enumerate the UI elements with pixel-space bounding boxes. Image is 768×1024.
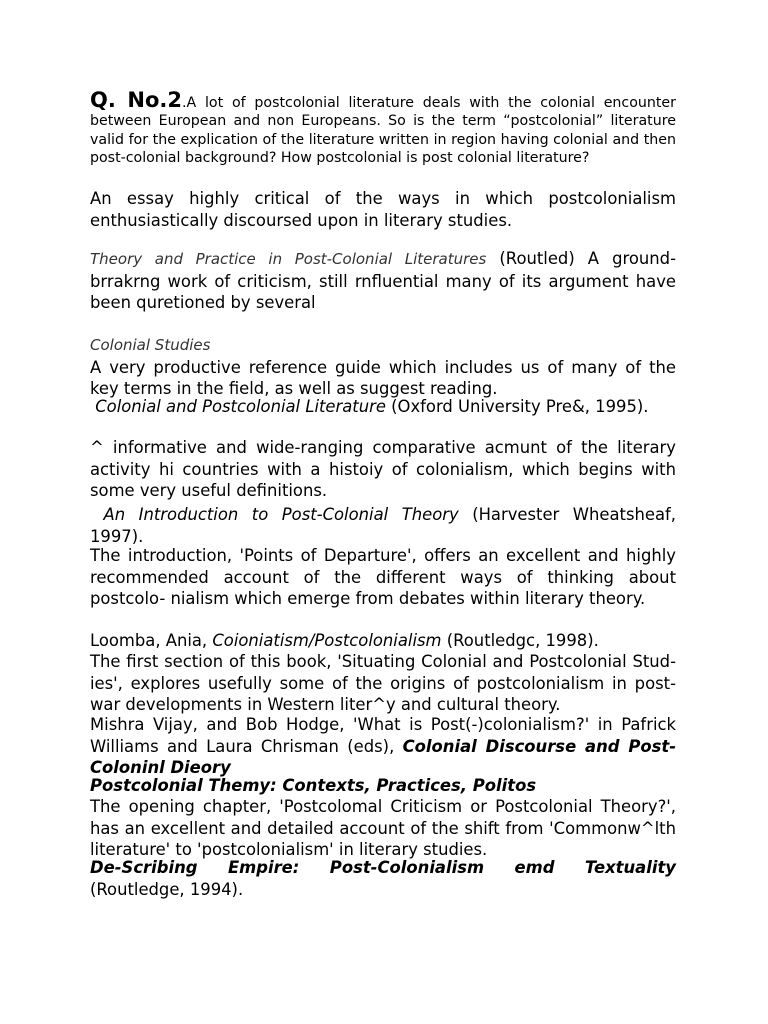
entry-describing-empire [90, 857, 676, 900]
entry-postcolonial-theory-title: Postcolonial Themy: Contexts, Practices, Politos [90, 776, 537, 795]
entry-citation: Mishra Vijay, and Bob Hodge, 'What is Post(-)colonialism?' in Pafrick Williams and Laura Chrisman (eds), [90, 715, 676, 756]
entry-annotation: A very productive reference guide which includes us of many of the key terms in the field, as well as suggest reading. [90, 357, 676, 399]
entry-title: Theory and Practice in Post-Colonial Literatures [90, 250, 487, 268]
entry-mishra-hodge [90, 714, 676, 779]
entry-annotation: The first section of this book, 'Situating Colonial and Postcolonial Stud- ies', explores usefully some of the origins of postcolonialism in post-war developments in Western liter^y and cultural theory. [90, 652, 676, 715]
entry-title: Colonial Studies [90, 336, 211, 354]
entry-annotation: The introduction, 'Points of Departure', offers an excellent and highly recommended account of the different ways of thinking about postcolo- nialism which emerge from debates within literary theory. [90, 546, 676, 609]
entry-annotation: (Routled) A ground-brrakrng work of criticism, still rnfluential many of its argument have been quretioned by several [90, 249, 677, 313]
entry-title: Colonial and Postcolonial Literature [95, 397, 386, 416]
entry-annotation: The opening chapter, 'Postcolomal Criticism or Postcolonial Theory?', has an excellent and detailed account of the shift from 'Commonw^lth literature' to 'postcolonialism' in literary studies. [90, 797, 676, 860]
entry-loomba [90, 630, 676, 652]
question-block [90, 88, 676, 167]
entry-theory-practice [90, 248, 676, 314]
question-text: .A lot of postcolonial literature deals with the colonial encounter between European and non Europeans. So is the term “postcolonial” literature valid for the explication of the literature written in region having colonial and then post-colonial background? How postcolonial is post colonial literature? [90, 95, 676, 166]
entry-author: Loomba, Ania, [90, 631, 213, 650]
entry-title: Colonial Discourse and Post-Coloninl Dieory [90, 736, 676, 778]
entry-colonial-postcolonial-literature [90, 396, 676, 418]
entry-publication: (Routledgc, 1998). [441, 631, 599, 650]
entry-publication: (Harvester Wheatsheaf, 1997). [90, 505, 676, 546]
question-label: Q. No.2 [90, 88, 182, 112]
entry-title: An Introduction to Post-Colonial Theory [103, 505, 459, 524]
intro-paragraph: An essay highly critical of the ways in which postcolonialism enthusiastically discoursed upon in literary studies. [90, 189, 676, 230]
entry-introduction-post-colonial-theory [90, 504, 676, 547]
entry-title: De-Scribing Empire: Post-Colonialism emd Textuality [90, 858, 676, 877]
entry-colonial-studies [90, 334, 676, 400]
entry-title: Coioniatism/Postcolonialism [212, 631, 442, 650]
entry-publication: (Oxford University Pre&, 1995). [385, 397, 649, 416]
entry-annotation: ^ informative and wide-ranging comparative acmunt of the literary activity hi countries with a histoiy of colonialism, which begins with some very useful definitions. [90, 438, 676, 501]
entry-publication: (Routledge, 1994). [90, 879, 244, 899]
